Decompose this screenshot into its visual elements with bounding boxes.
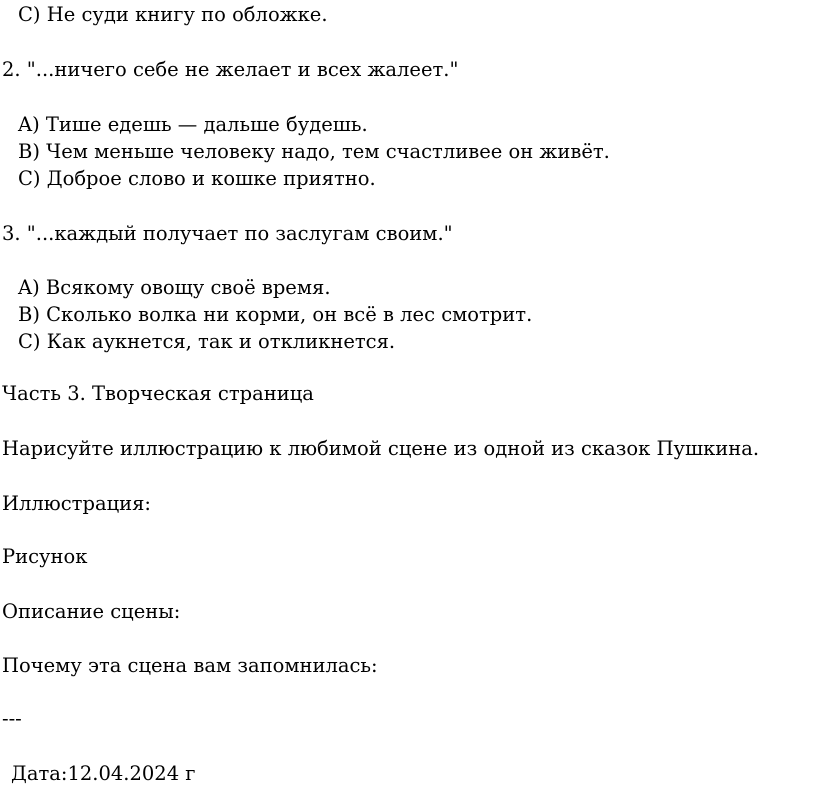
part3-heading: Часть 3. Творческая страница [2, 382, 314, 405]
q3-option-a: A) Всякому овощу своё время. [18, 276, 331, 299]
q2-option-a: A) Тише едешь — дальше будешь. [18, 113, 368, 136]
illustration-label: Иллюстрация: [2, 492, 151, 515]
date-line: Дата:12.04.2024 г [11, 762, 196, 785]
q3-option-c: C) Как аукнется, так и откликнется. [18, 330, 396, 353]
q3-question: 3. "...каждый получает по заслугам своим." [2, 222, 453, 245]
q3-option-b: B) Сколько волка ни корми, он всё в лес смотрит. [18, 303, 533, 326]
q2-option-c: C) Доброе слово и кошке приятно. [18, 167, 376, 190]
separator: --- [2, 707, 22, 730]
scene-description-label: Описание сцены: [2, 600, 181, 623]
q1-option-c: C) Не суди книгу по обложке. [18, 3, 328, 26]
drawing-label: Рисунок [2, 545, 88, 568]
why-memorable-label: Почему эта сцена вам запомнилась: [2, 654, 378, 677]
q2-question: 2. "...ничего себе не желает и всех жалеет." [2, 58, 459, 81]
part3-task: Нарисуйте иллюстрацию к любимой сцене из одной из сказок Пушкина. [2, 437, 760, 460]
q2-option-b: B) Чем меньше человеку надо, тем счастливее он живёт. [18, 140, 610, 163]
